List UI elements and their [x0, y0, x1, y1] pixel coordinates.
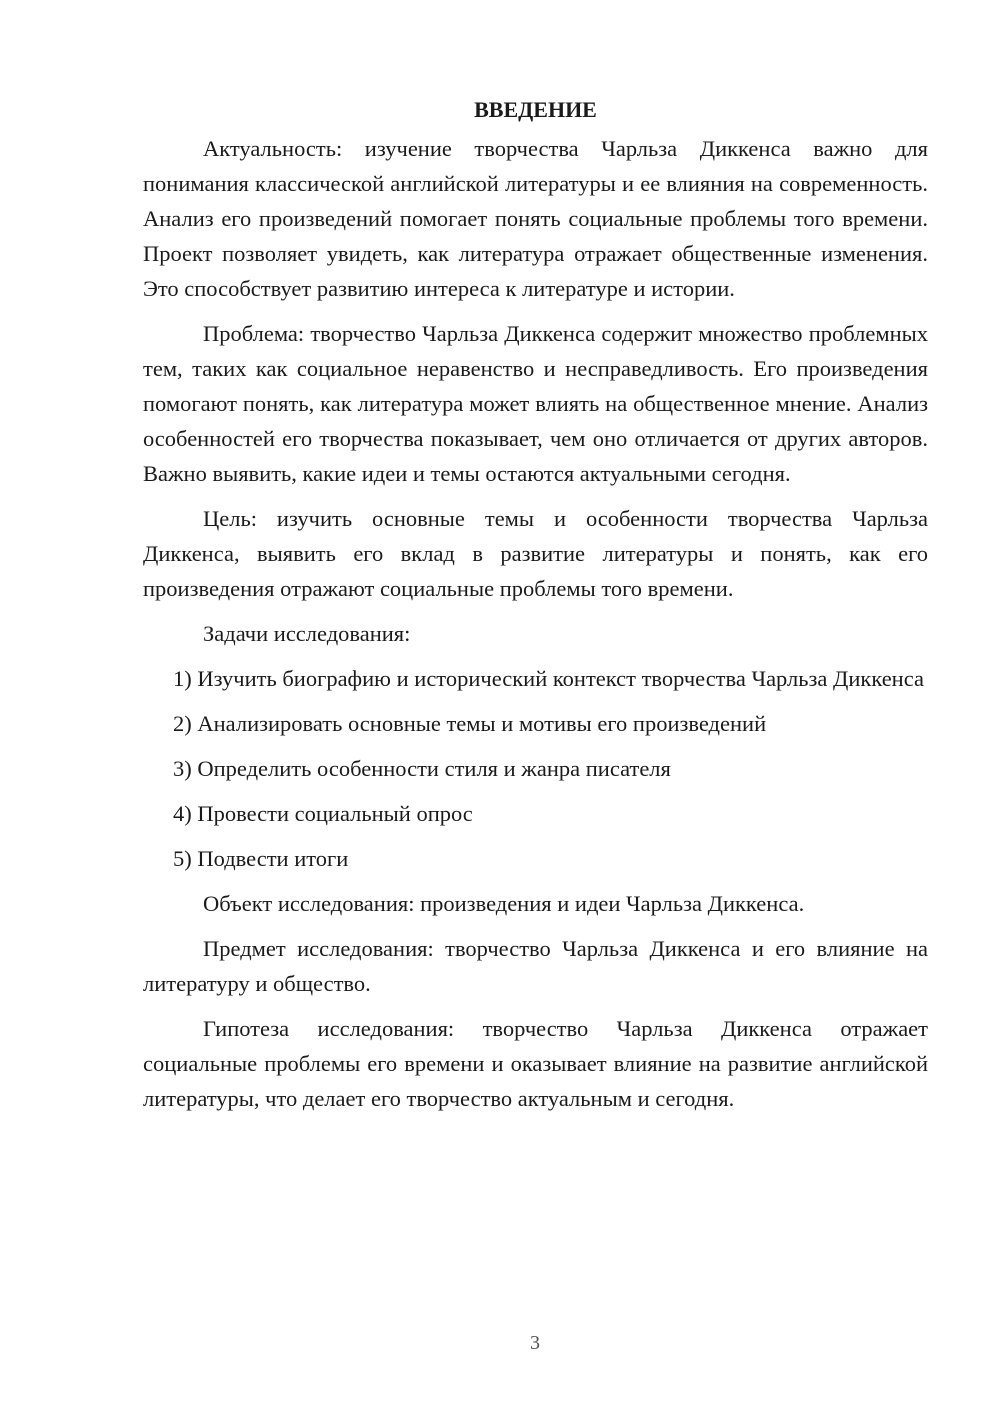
task-item-3: 3) Определить особенности стиля и жанра писателя [173, 756, 671, 781]
task-item-5: 5) Подвести итоги [173, 846, 349, 871]
subject-paragraph: Предмет исследования: творчество Чарльза Диккенса и его влияние на литературу и общество. [143, 936, 928, 996]
hypothesis-paragraph: Гипотеза исследования: творчество Чарльза Диккенса отражает социальные проблемы его времени и оказывает влияние на развитие английской литературы, что делает его творчество актуальным и сегодня. [143, 1016, 928, 1111]
task-item-2: 2) Анализировать основные темы и мотивы его произведений [173, 711, 767, 736]
task-item-1: 1) Изучить биографию и исторический контекст творчества Чарльза Диккенса [173, 666, 924, 691]
page-title: ВВЕДЕНИЕ [474, 97, 597, 122]
task-item-4: 4) Провести социальный опрос [173, 801, 473, 826]
problem-paragraph: Проблема: творчество Чарльза Диккенса содержит множество проблемных тем, таких как социальное неравенство и несправедливость. Его произведения помогают понять, как литература может влиять на общественное мнение. Анализ особенностей его творчества показывает, чем оно отличается от других авторов. Важно выявить, какие идеи и темы остаются актуальными сегодня. [143, 321, 928, 486]
object-paragraph: Объект исследования: произведения и идеи Чарльза Диккенса. [203, 891, 805, 916]
page-number: 3 [530, 1332, 540, 1354]
tasks-heading: Задачи исследования: [203, 621, 411, 646]
document-page [143, 92, 928, 1126]
goal-paragraph: Цель: изучить основные темы и особенности творчества Чарльза Диккенса, выявить его вклад в развитие литературы и понять, как его произведения отражают социальные проблемы того времени. [143, 506, 928, 601]
relevance-paragraph: Актуальность: изучение творчества Чарльза Диккенса важно для понимания классической английской литературы и ее влияния на современность. Анализ его произведений помогает понять социальные проблемы того времени. Проект позволяет увидеть, как литература отражает общественные изменения. Это способствует развитию интереса к литературе и истории. [143, 136, 928, 301]
